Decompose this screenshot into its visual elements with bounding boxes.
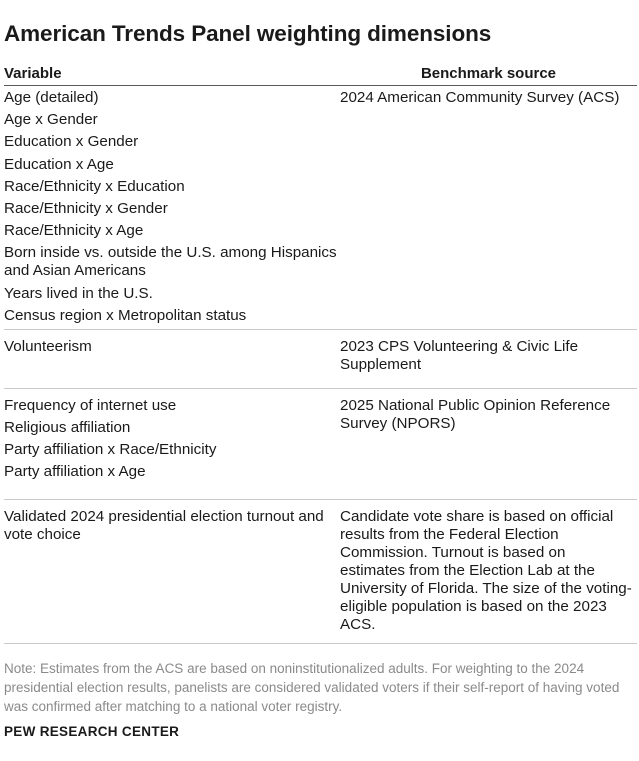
header-variable: Variable xyxy=(4,64,340,86)
benchmark-source-text: Candidate vote share is based on official results from the Federal Election Commission. Turnout is based on estimates from the Election Lab at the University of Florida. The size of the voting-eligible population is based on the 2023 ACS. xyxy=(340,508,632,634)
variable-item: Race/Ethnicity x Age xyxy=(4,222,144,240)
table-row xyxy=(4,329,637,388)
variable-cell xyxy=(4,500,340,644)
benchmark-cell xyxy=(340,86,637,330)
variable-item: Race/Ethnicity x Gender xyxy=(4,199,168,217)
table-row xyxy=(4,388,637,500)
variable-item: Education x Age xyxy=(4,155,114,173)
variable-cell xyxy=(4,329,340,388)
variable-item: Born inside vs. outside the U.S. among Hispanics and Asian Americans xyxy=(4,244,337,280)
variable-item: Religious affiliation xyxy=(4,418,131,436)
weighting-table xyxy=(4,64,637,644)
benchmark-cell xyxy=(340,500,637,644)
header-benchmark-source: Benchmark source xyxy=(340,64,637,86)
variable-item: Party affiliation x Race/Ethnicity xyxy=(4,441,217,459)
variable-cell xyxy=(4,388,340,500)
benchmark-cell xyxy=(340,388,637,500)
table-row xyxy=(4,86,637,330)
variable-item: Race/Ethnicity x Education xyxy=(4,177,185,195)
variable-item: Frequency of internet use xyxy=(4,396,177,414)
page-title: American Trends Panel weighting dimensions xyxy=(4,21,492,46)
table-row xyxy=(4,500,637,644)
page xyxy=(4,18,637,739)
variable-item: Validated 2024 presidential election turnout and vote choice xyxy=(4,508,324,544)
benchmark-cell xyxy=(340,329,637,388)
source-credit: PEW RESEARCH CENTER xyxy=(4,724,180,740)
benchmark-source-text: 2024 American Community Survey (ACS) xyxy=(340,89,620,106)
variable-item: Education x Gender xyxy=(4,133,139,151)
variable-item: Census region x Metropolitan status xyxy=(4,306,247,324)
variable-item: Years lived in the U.S. xyxy=(4,284,153,302)
variable-item: Volunteerism xyxy=(4,337,92,355)
benchmark-source-text: 2023 CPS Volunteering & Civic Life Supplement xyxy=(340,337,579,373)
variable-cell xyxy=(4,86,340,330)
table-header-row xyxy=(4,64,637,86)
variable-item: Age x Gender xyxy=(4,111,98,129)
benchmark-source-text: 2025 National Public Opinion Reference Survey (NPORS) xyxy=(340,396,611,432)
footnote: Note: Estimates from the ACS are based on noninstitutionalized adults. For weighting to the 2024 presidential election results, panelists are considered validated voters if their self-report of having voted was confirmed after matching to a national voter registry. xyxy=(4,661,620,715)
variable-item: Age (detailed) xyxy=(4,89,99,106)
variable-item: Party affiliation x Age xyxy=(4,463,146,481)
